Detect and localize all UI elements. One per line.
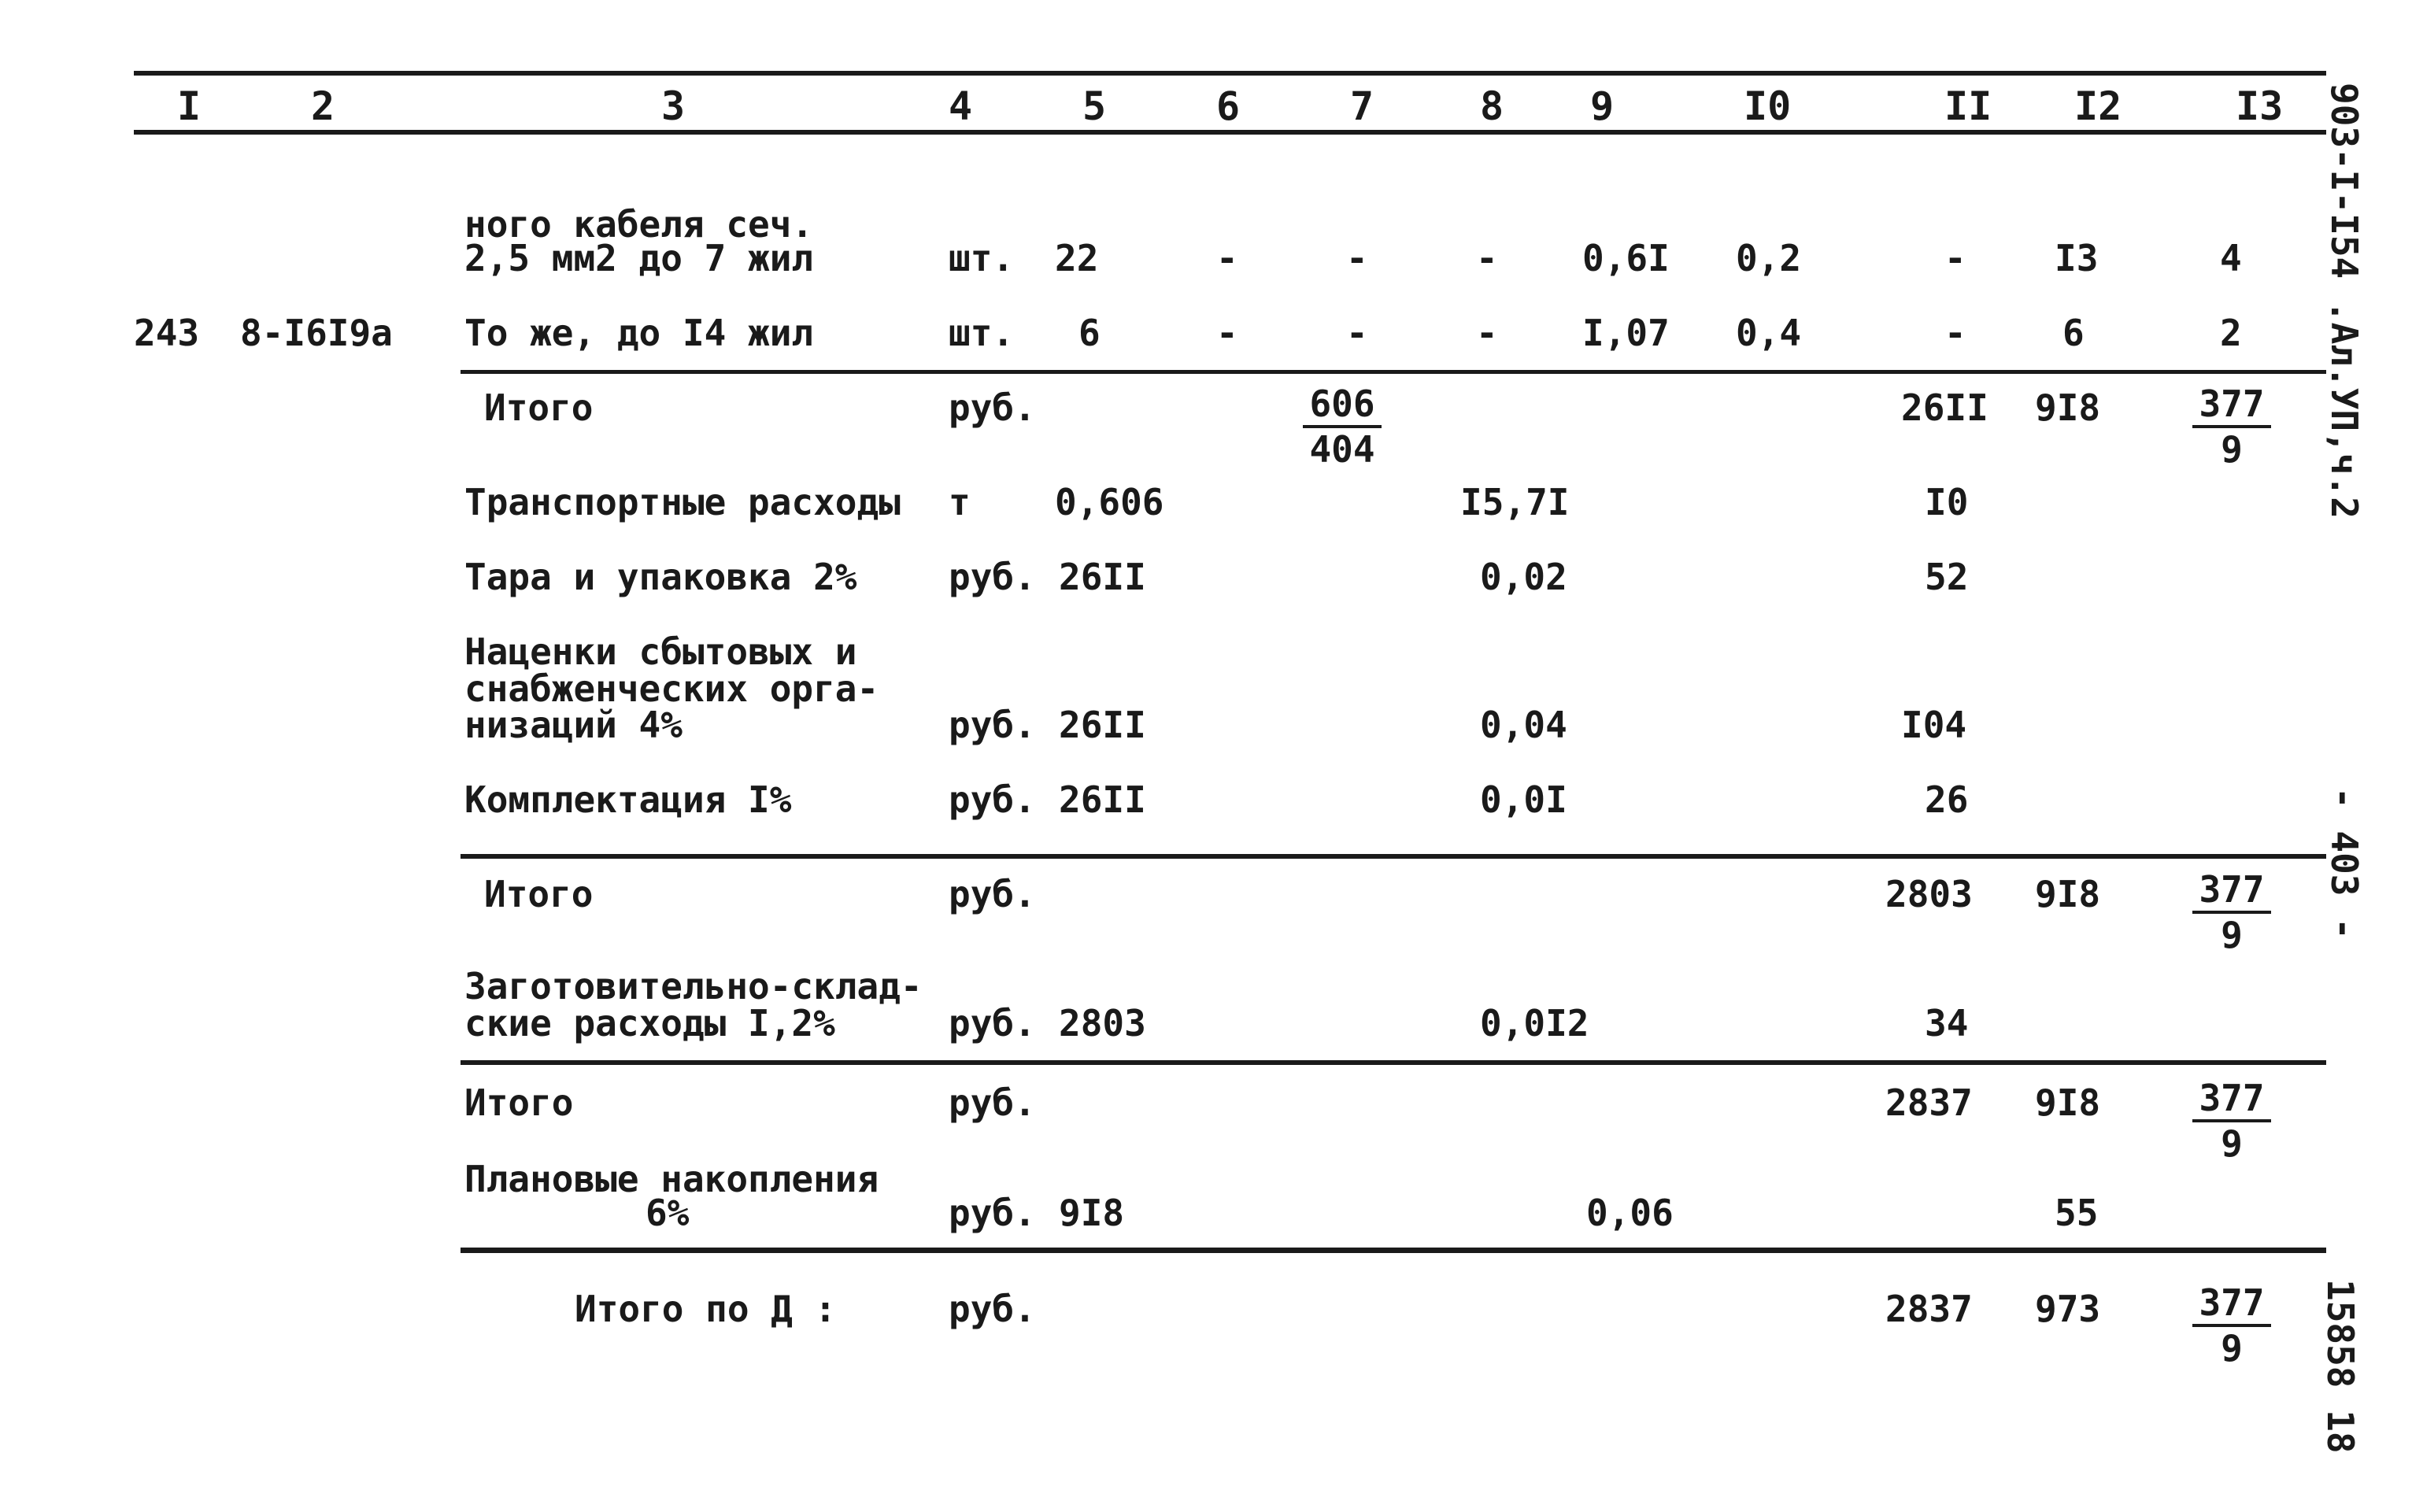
header-col-9: 9 [1590, 83, 1615, 129]
header-col-2: 2 [311, 83, 335, 129]
row-col8: 0,02 [1480, 556, 1567, 598]
fraction-col13 [2192, 384, 2271, 469]
row-col12: I3 [2055, 237, 2099, 279]
row-col11: 26II [1901, 386, 1988, 429]
subtotal-rule [461, 1060, 2326, 1065]
row-unit: руб. [949, 704, 1036, 746]
row-unit: руб. [949, 1192, 1036, 1234]
row-col5: 0,606 [1055, 481, 1164, 523]
row-description: То же, до I4 жил [464, 312, 814, 354]
header-col-11: II [1944, 83, 1992, 129]
row-description: 6% [646, 1192, 690, 1234]
header-col-13: I3 [2236, 83, 2284, 129]
fraction-denominator: 404 [1309, 428, 1375, 471]
row-col9: 0,06 [1586, 1192, 1674, 1234]
subtotal-rule [461, 854, 2326, 859]
row-unit: т [949, 481, 971, 523]
row-col12: 9I8 [2035, 386, 2101, 429]
fraction-numerator: 606 [1303, 384, 1382, 428]
header-col-5: 5 [1082, 83, 1107, 129]
row-col8: 0,0I [1480, 778, 1567, 821]
row-col7: - [1346, 312, 1368, 354]
row-col6: - [1216, 312, 1238, 354]
row-col11: 2837 [1885, 1288, 1973, 1330]
fraction-denominator: 9 [2221, 914, 2243, 956]
page-number: - 403 - [2323, 787, 2366, 940]
row-col8: 0,0I2 [1480, 1002, 1589, 1044]
header-col-6: 6 [1216, 83, 1241, 129]
subtotal-label: Итого [484, 386, 594, 429]
document-code: 903-I-I54 .Ал.УП,ч.2 [2323, 83, 2366, 519]
row-col10: 0,2 [1736, 237, 1802, 279]
row-col11: I04 [1901, 704, 1967, 746]
row-col8: - [1476, 237, 1498, 279]
row-unit: руб. [949, 1002, 1036, 1044]
row-col12: 55 [2055, 1192, 2099, 1234]
total-rule [461, 1248, 2326, 1253]
row-col13: 2 [2220, 312, 2242, 354]
row-col12: 9I8 [2035, 1081, 2101, 1124]
row-col8: - [1476, 312, 1498, 354]
top-rule [134, 71, 2326, 76]
row-col13: 4 [2220, 237, 2242, 279]
row-unit: руб. [949, 386, 1036, 429]
row-col11: I0 [1925, 481, 1969, 523]
row-description: ного кабеля сеч. [464, 203, 814, 246]
row-description: Заготовительно-склад- [464, 965, 923, 1007]
archive-stamp: 15858 18 [2319, 1279, 2362, 1454]
row-col8: I5,7I [1460, 481, 1570, 523]
fraction-col13 [2192, 870, 2271, 955]
row-unit: руб. [949, 1288, 1036, 1330]
row-col7: - [1346, 237, 1368, 279]
fraction-numerator: 377 [2192, 1078, 2271, 1122]
header-col-4: 4 [949, 83, 973, 129]
row-col5: 26II [1059, 704, 1146, 746]
header-col-3: 3 [661, 83, 686, 129]
row-col12: 9I8 [2035, 873, 2101, 915]
header-col-10: I0 [1744, 83, 1792, 129]
row-col11: - [1944, 237, 1966, 279]
row-col5: 2803 [1059, 1002, 1146, 1044]
row-col8: 0,04 [1480, 704, 1567, 746]
fraction-numerator: 377 [2192, 384, 2271, 428]
row-col11: 2803 [1885, 873, 1973, 915]
row-description: низаций 4% [464, 704, 683, 746]
row-col11: 34 [1925, 1002, 1969, 1044]
row-col5: 26II [1059, 778, 1146, 821]
row-col12: 973 [2035, 1288, 2101, 1330]
row-col11: 2837 [1885, 1081, 1973, 1124]
row-unit: руб. [949, 873, 1036, 915]
fraction-col13 [2192, 1078, 2271, 1163]
row-description: снабженческих орга- [464, 667, 879, 710]
header-col-12: I2 [2074, 83, 2122, 129]
row-col5: 26II [1059, 556, 1146, 598]
row-number: 243 [134, 312, 200, 354]
subtotal-label: Итого [484, 873, 594, 915]
row-unit: шт. [949, 312, 1015, 354]
row-description: Наценки сбытовых и [464, 630, 857, 673]
fraction-numerator: 377 [2192, 870, 2271, 914]
row-col5: 22 [1055, 237, 1099, 279]
fraction-col13 [2192, 1283, 2271, 1368]
fraction-numerator: 377 [2192, 1283, 2271, 1327]
row-unit: руб. [949, 1081, 1036, 1124]
row-description: Тара и упаковка 2% [464, 556, 857, 598]
row-unit: руб. [949, 556, 1036, 598]
fraction-denominator: 9 [2221, 428, 2243, 471]
fraction-col7 [1303, 384, 1382, 469]
row-col9: I,07 [1582, 312, 1670, 354]
row-col5: 9I8 [1059, 1192, 1125, 1234]
row-col6: - [1216, 237, 1238, 279]
header-col-8: 8 [1480, 83, 1504, 129]
row-col9: 0,6I [1582, 237, 1670, 279]
header-col-1: I [177, 83, 202, 129]
row-unit: руб. [949, 778, 1036, 821]
row-unit: шт. [949, 237, 1015, 279]
row-description: 2,5 мм2 до 7 жил [464, 237, 814, 279]
row-col12: 6 [2062, 312, 2085, 354]
subtotal-label: Итого [464, 1081, 574, 1124]
row-description: Плановые накопления [464, 1158, 879, 1200]
row-description: ские расходы I,2% [464, 1002, 835, 1044]
row-col10: 0,4 [1736, 312, 1802, 354]
total-label: Итого по Д : [575, 1288, 837, 1330]
row-description: Комплектация I% [464, 778, 792, 821]
row-code: 8-I6I9a [240, 312, 393, 354]
row-description: Транспортные расходы [464, 481, 901, 523]
row-col5: 6 [1078, 312, 1101, 354]
row-col11: 26 [1925, 778, 1969, 821]
row-col11: 52 [1925, 556, 1969, 598]
header-col-7: 7 [1350, 83, 1374, 129]
fraction-denominator: 9 [2221, 1327, 2243, 1370]
subtotal-rule [461, 370, 2326, 374]
row-col11: - [1944, 312, 1966, 354]
fraction-denominator: 9 [2221, 1122, 2243, 1165]
header-bottom-rule [134, 130, 2326, 135]
